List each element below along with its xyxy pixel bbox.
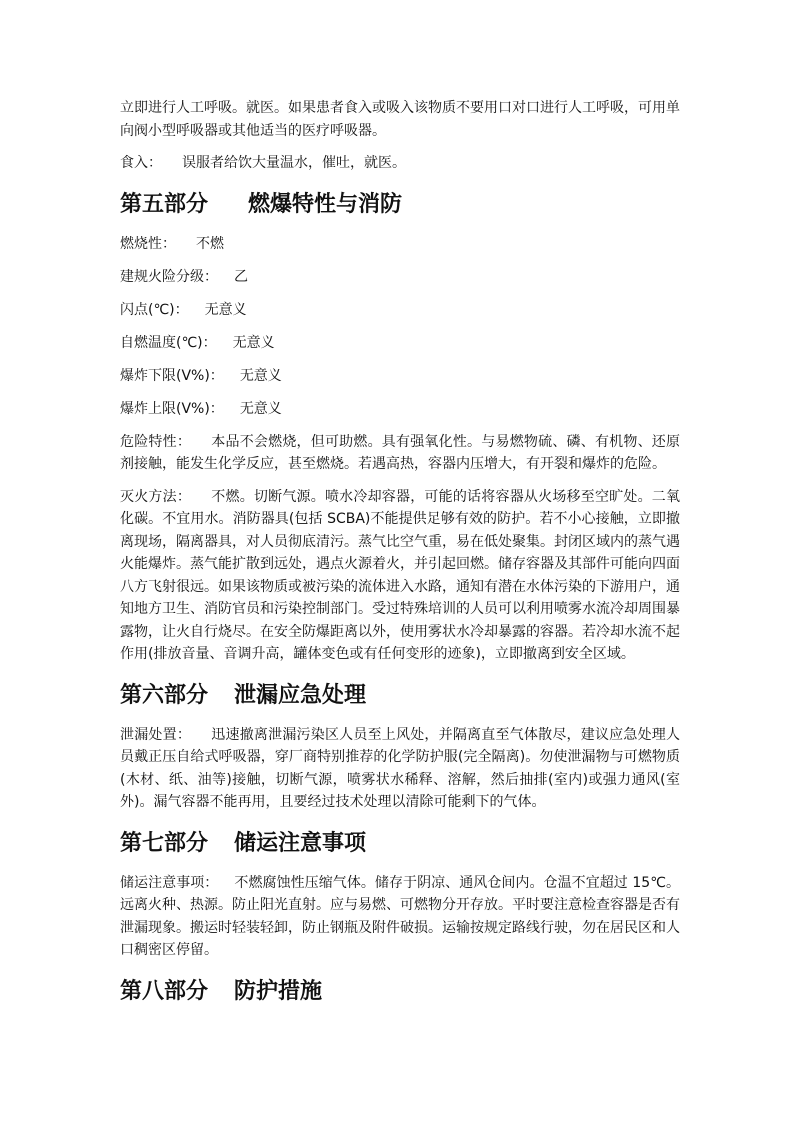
field-label: 自燃温度(℃)：: [120, 334, 217, 351]
section-7-title: 储运注意事项: [234, 829, 367, 856]
section-8-title: 防护措施: [234, 977, 323, 1004]
field-label: 爆炸上限(V%)：: [120, 400, 224, 417]
section-5-heading: [120, 189, 680, 219]
hazard-label: 危险特性：: [120, 433, 192, 450]
field-label: 闪点(℃)：: [120, 301, 189, 318]
fire-fighting-label: 灭火方法：: [120, 488, 192, 505]
hazard-paragraph: [120, 431, 680, 476]
storage-paragraph: [120, 872, 680, 962]
first-aid-ingestion-paragraph: [120, 152, 680, 175]
section-7-number: 第七部分: [120, 829, 209, 856]
field-autoignition-temp: [120, 332, 680, 365]
section-6-number: 第六部分: [120, 681, 209, 708]
ingestion-label: 食入：: [120, 155, 162, 171]
field-value: 无意义: [204, 301, 247, 318]
first-aid-respiration-paragraph: 立即进行人工呼吸。就医。如果患者食入或吸入该物质不要用口对口进行人工呼吸，可用单向阀小型呼吸器或其他适当的医疗呼吸器。: [120, 100, 680, 139]
section-8-number: 第八部分: [120, 977, 209, 1004]
fire-fighting-text: 不燃。切断气源。喷水冷却容器，可能的话将容器从火场移至空旷处。二氧化碳。不宜用水。消防器具(包括 SCBA)不能提供足够有效的防护。若不小心接触，立即撤离现场，隔离器具，对人员彻底清污。蒸气比空气重，易在低处聚集。封闭区域内的蒸气遇火能爆炸。蒸气能扩散到远处，遇点火源着火，并引起回燃。储存容器及其部件可能向四面八方飞射很远。如果该物质或被污染的流体进入水路，通知有潜在水体污染的下游用户，通知地方卫生、消防官员和污染控制部门。受过特殊培训的人员可以利用喷雾水流冷却周围暴露物，让火自行烧尽。在安全防爆距离以外，使用雾状水冷却暴露的容器。若冷却水流不起作用(排放音量、音调升高，罐体变色或有任何变形的迹象)，立即撤离到安全区域。: [120, 488, 681, 662]
storage-text: 不燃腐蚀性压缩气体。储存于阴凉、通风仓间内。仓温不宜超过 15℃。远离火种、热源。防止阳光直射。应与易燃、可燃物分开存放。平时要注意检查容器是否有泄漏现象。搬运时轻装轻卸，防止钢瓶及附件破损。运输按规定路线行驶，勿在居民区和人口稠密区停留。: [120, 874, 680, 958]
field-value: 无意义: [239, 400, 282, 417]
field-flash-point: [120, 299, 680, 332]
field-flammability: [120, 233, 680, 266]
fire-fighting-paragraph: [120, 486, 680, 666]
field-value: 乙: [234, 268, 248, 285]
section-7-heading: [120, 828, 680, 858]
field-fire-hazard-class: [120, 266, 680, 299]
field-upper-explosive-limit: [120, 398, 680, 431]
field-label: 燃烧性：: [120, 235, 176, 252]
field-value: 无意义: [232, 334, 275, 351]
field-value: 无意义: [239, 367, 282, 384]
field-lower-explosive-limit: [120, 365, 680, 398]
field-value: 不燃: [196, 235, 224, 252]
section-8-heading: [120, 976, 680, 1006]
storage-label: 储运注意事项：: [120, 874, 219, 891]
field-label: 爆炸下限(V%)：: [120, 367, 224, 384]
field-label: 建规火险分级：: [120, 268, 218, 285]
section-5-number: 第五部分: [120, 190, 209, 217]
leak-handling-text: 迅速撤离泄漏污染区人员至上风处，并隔离直至气体散尽，建议应急处理人员戴正压自给式呼吸器，穿厂商特别推荐的化学防护服(完全隔离)。勿使泄漏物与可燃物质(木材、纸、油等)接触，切断气源，喷雾状水稀释、溶解，然后抽排(室内)或强力通风(室外)。漏气容器不能再用，且要经过技术处理以清除可能剩下的气体。: [120, 726, 681, 810]
ingestion-text: 误服者给饮大量温水，催吐，就医。: [182, 155, 406, 171]
leak-handling-paragraph: [120, 724, 680, 814]
section-6-title: 泄漏应急处理: [234, 681, 367, 708]
leak-handling-label: 泄漏处置：: [120, 726, 192, 743]
document-page: [120, 97, 680, 1020]
section-6-heading: [120, 680, 680, 710]
section-5-title: 燃爆特性与消防: [248, 190, 403, 217]
hazard-text: 本品不会燃烧，但可助燃。具有强氧化性。与易燃物硫、磷、有机物、还原剂接触，能发生化学反应，甚至燃烧。若遇高热，容器内压增大，有开裂和爆炸的危险。: [120, 433, 681, 472]
